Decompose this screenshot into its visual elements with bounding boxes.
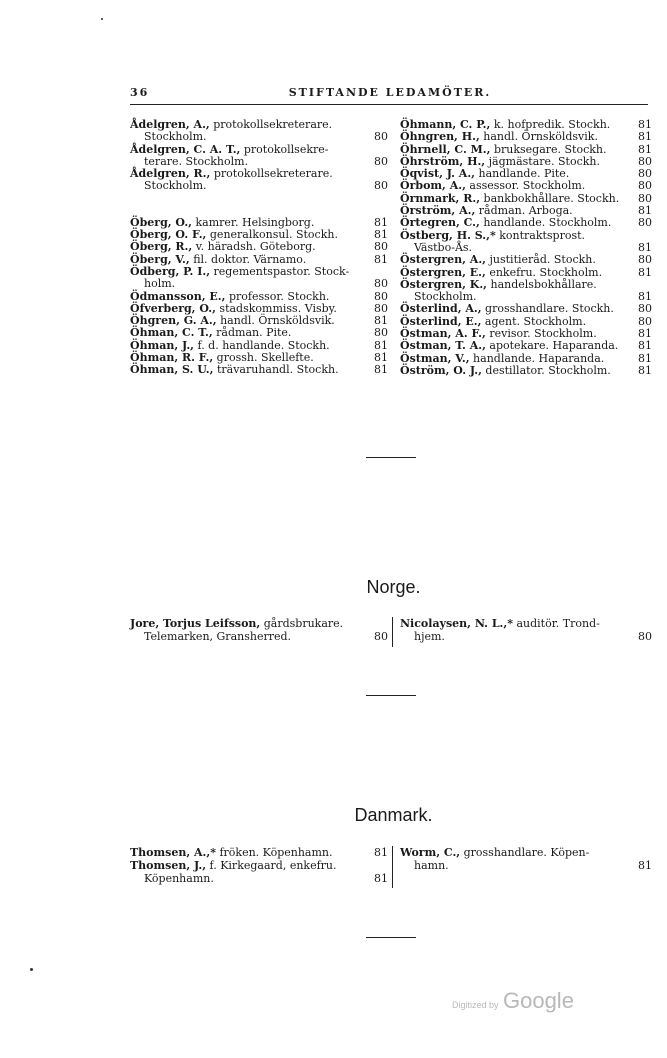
entry-detail: bankbokhållare. Stockh. bbox=[480, 191, 620, 205]
list-item bbox=[130, 168, 388, 193]
entry-detail: destillator. Stockholm. bbox=[481, 363, 611, 377]
entry-detail: grosshandlare. Köpen- bbox=[460, 846, 590, 859]
list-item bbox=[400, 230, 652, 255]
entry-detail: revisor. Stockholm. bbox=[485, 327, 597, 341]
entry-year: 80 bbox=[374, 179, 388, 193]
entry-year: 81 bbox=[374, 215, 388, 229]
entry-year: 81 bbox=[638, 327, 652, 341]
entry-year: 81 bbox=[374, 314, 388, 328]
section-title-text: Danmark. bbox=[354, 805, 433, 825]
entry-name: Öhman, J., bbox=[130, 338, 195, 352]
list-item bbox=[400, 846, 652, 872]
entry-year: 81 bbox=[374, 363, 388, 377]
entry-name: Östergren, E., bbox=[400, 265, 486, 279]
entry-continuation: hjem. bbox=[414, 630, 445, 643]
list-item bbox=[130, 119, 388, 144]
entry-name: Öqvist, J. A., bbox=[400, 167, 475, 181]
entry-detail: handlande. Haparanda. bbox=[469, 351, 605, 365]
entry-year: 80 bbox=[638, 167, 652, 181]
entry-detail: handl. Örnsköldsvik. bbox=[479, 130, 598, 144]
digitized-watermark bbox=[452, 988, 574, 1014]
entry-year: 81 bbox=[638, 118, 652, 131]
entry-detail: handlande. Stockholm. bbox=[479, 216, 612, 230]
entry-name: Öström, O. J., bbox=[400, 363, 482, 377]
entry-name: Örström, A., bbox=[400, 204, 476, 218]
list-item bbox=[130, 266, 388, 291]
entry-detail: agent. Stockholm. bbox=[481, 314, 587, 328]
entry-year: 80 bbox=[374, 326, 388, 340]
entry-continuation: Västbo-Ås. bbox=[414, 240, 473, 254]
right-column bbox=[400, 119, 652, 377]
entry-name: Östman, A. F., bbox=[400, 327, 486, 341]
entry-year: 81 bbox=[638, 339, 652, 353]
entry-year: 80 bbox=[374, 130, 388, 144]
entry-year: 81 bbox=[638, 363, 652, 377]
entry-name: Österlind, E., bbox=[400, 314, 482, 328]
entry-year: 80 bbox=[638, 630, 652, 643]
entry-detail: generalkonsul. Stockh. bbox=[206, 228, 338, 242]
list-item bbox=[400, 279, 652, 304]
entry-detail: kamrer. Helsingborg. bbox=[192, 215, 315, 229]
column-rule bbox=[392, 617, 393, 647]
entry-year: 80 bbox=[638, 253, 652, 267]
list-item bbox=[400, 617, 652, 643]
entry-year: 81 bbox=[638, 240, 652, 254]
entry-continuation: holm. bbox=[144, 277, 176, 291]
watermark-prefix: Digitized by bbox=[452, 1000, 499, 1010]
entry-name: Öberg, O., bbox=[130, 215, 193, 229]
entry-detail: f. Kirkegaard, enkefru. bbox=[206, 859, 337, 872]
list-item bbox=[400, 365, 652, 377]
entry-detail: justitieråd. Stockh. bbox=[486, 253, 596, 267]
entry-name: Östman, V., bbox=[400, 351, 470, 365]
entry-detail: handl. Örnsköldsvik. bbox=[216, 314, 335, 328]
entry-detail: kontraktsprost. bbox=[495, 228, 586, 242]
entry-year: 81 bbox=[374, 228, 388, 242]
entry-year: 81 bbox=[638, 142, 652, 156]
section-divider bbox=[366, 937, 416, 938]
entry-detail: regementspastor. Stock- bbox=[210, 264, 350, 278]
column-rule bbox=[392, 846, 393, 888]
entry-detail: auditör. Trond- bbox=[512, 617, 600, 630]
left-column bbox=[130, 119, 388, 377]
entry-detail: handlande. Pite. bbox=[474, 167, 570, 181]
entry-detail: grosshandlare. Stockh. bbox=[481, 302, 614, 316]
entry-name: Ödberg, P. I., bbox=[130, 264, 211, 278]
entry-name: Örtegren, C., bbox=[400, 216, 480, 230]
entry-detail: protokollsekreterare. bbox=[209, 118, 333, 131]
entry-year: 80 bbox=[374, 301, 388, 315]
danmark-left bbox=[130, 846, 388, 885]
entry-detail: fröken. Köpenhamn. bbox=[215, 846, 333, 859]
entry-name: Ådelgren, R., bbox=[130, 167, 211, 181]
entry-year: 81 bbox=[374, 351, 388, 365]
entry-year: 81 bbox=[638, 290, 652, 304]
entry-detail: rådman. Pite. bbox=[212, 326, 292, 340]
entry-name: Örbom, A., bbox=[400, 179, 466, 193]
entry-name: Österlind, A., bbox=[400, 302, 482, 316]
running-title: STIFTANDE LEDAMÖTER. bbox=[288, 86, 492, 99]
entry-name: Öhman, S. U., bbox=[130, 363, 214, 377]
section-divider bbox=[366, 457, 416, 458]
entry-continuation: Köpenhamn. bbox=[144, 872, 214, 885]
entry-detail: protokollsekre- bbox=[240, 142, 329, 156]
entry-detail: rådman. Arboga. bbox=[475, 204, 573, 218]
entry-year: 80 bbox=[638, 302, 652, 316]
entry-name: Nicolaysen, N. L.,* bbox=[400, 617, 513, 630]
entry-detail: jägmästare. Stockh. bbox=[485, 154, 601, 168]
entry-name: Öhrström, H., bbox=[400, 154, 486, 168]
entry-name: Ödmansson, E., bbox=[130, 289, 226, 303]
norge-right bbox=[400, 617, 652, 643]
section-divider bbox=[366, 695, 416, 696]
entry-year: 81 bbox=[374, 338, 388, 352]
entry-name: Östman, T. A., bbox=[400, 339, 486, 353]
entry-name: Östergren, K., bbox=[400, 277, 488, 291]
entry-detail: stadskommiss. Visby. bbox=[215, 301, 337, 315]
entry-detail: assessor. Stockholm. bbox=[465, 179, 586, 193]
entry-year: 80 bbox=[374, 154, 388, 168]
header-rule bbox=[130, 104, 648, 105]
entry-year: 81 bbox=[638, 351, 652, 365]
entry-detail: protokollsekreterare. bbox=[210, 167, 333, 181]
entry-detail: fil. doktor. Värnamo. bbox=[189, 252, 307, 266]
entry-year: 80 bbox=[638, 191, 652, 205]
entry-detail: f. d. handlande. Stockh. bbox=[194, 338, 330, 352]
entry-detail: handelsbokhållare. bbox=[487, 277, 597, 291]
entry-year: 80 bbox=[374, 240, 388, 254]
entry-year: 80 bbox=[638, 154, 652, 168]
entry-year: 80 bbox=[638, 216, 652, 230]
entry-name: Öberg, V., bbox=[130, 252, 190, 266]
norge-left bbox=[130, 617, 388, 643]
entry-year: 81 bbox=[374, 872, 388, 885]
list-item bbox=[130, 846, 388, 859]
spacer bbox=[130, 193, 388, 217]
entry-detail: trävaruhandl. Stockh. bbox=[213, 363, 339, 377]
entry-name: Jore, Torjus Leifsson, bbox=[130, 617, 261, 630]
entry-continuation: Stockholm. bbox=[414, 290, 477, 304]
entry-line bbox=[400, 365, 636, 377]
entry-year: 81 bbox=[638, 130, 652, 144]
list-item bbox=[130, 617, 388, 643]
entry-name: Öfverberg, O., bbox=[130, 301, 216, 315]
entry-detail: k. hofpredik. Stockh. bbox=[490, 118, 611, 131]
entry-continuation: Telemarken, Gransherred. bbox=[144, 630, 292, 643]
entry-name: Öhmann, C. P., bbox=[400, 118, 491, 131]
entry-continuation: hamn. bbox=[414, 859, 449, 872]
ink-speck bbox=[101, 18, 103, 20]
running-head bbox=[130, 86, 650, 102]
entry-year: 80 bbox=[638, 314, 652, 328]
entry-name: Östergren, A., bbox=[400, 253, 486, 267]
entry-detail: professor. Stockh. bbox=[225, 289, 330, 303]
entry-detail: grossh. Skellefte. bbox=[213, 351, 314, 365]
entry-year: 80 bbox=[638, 179, 652, 193]
entry-year: 80 bbox=[374, 630, 388, 643]
entry-detail: v. häradsh. Göteborg. bbox=[192, 240, 316, 254]
list-item bbox=[130, 364, 388, 376]
entry-detail: gårdsbrukare. bbox=[260, 617, 344, 630]
entry-name: Worm, C., bbox=[400, 846, 461, 859]
list-item bbox=[130, 144, 388, 169]
entry-name: Örnmark, R., bbox=[400, 191, 481, 205]
entry-name: Öberg, O. F., bbox=[130, 228, 207, 242]
entry-name: Öhgren, G. A., bbox=[130, 314, 217, 328]
entry-detail: enkefru. Stockholm. bbox=[485, 265, 603, 279]
entry-name: Ådelgren, C. A. T., bbox=[130, 142, 241, 156]
section-title-danmark bbox=[0, 805, 667, 826]
entry-name: Ådelgren, A., bbox=[130, 118, 210, 131]
entry-name: Öhman, C. T., bbox=[130, 326, 213, 340]
entry-detail: bruksegare. Stockh. bbox=[490, 142, 607, 156]
section-title-text: Norge. bbox=[366, 577, 421, 597]
entry-detail: apotekare. Haparanda. bbox=[485, 339, 619, 353]
page-number: 36 bbox=[130, 86, 150, 99]
danmark-right bbox=[400, 846, 652, 872]
entry-name: Thomsen, A.,* bbox=[130, 846, 216, 859]
google-logo: Google bbox=[502, 988, 574, 1013]
entry-name: Thomsen, J., bbox=[130, 859, 207, 872]
entry-name: Öhngren, H., bbox=[400, 130, 480, 144]
entry-year: 81 bbox=[374, 252, 388, 266]
entry-name: Öhman, R. F., bbox=[130, 351, 214, 365]
entry-year: 80 bbox=[374, 289, 388, 303]
entry-name: Öberg, R., bbox=[130, 240, 193, 254]
entry-line bbox=[130, 364, 372, 376]
entry-year: 80 bbox=[374, 277, 388, 291]
entry-continuation: Stockholm. bbox=[144, 130, 207, 144]
entry-name: Östberg, H. S.,* bbox=[400, 228, 496, 242]
entry-year: 81 bbox=[374, 846, 388, 859]
entry-year: 81 bbox=[638, 859, 652, 872]
entry-year: 81 bbox=[638, 204, 652, 218]
ink-speck bbox=[30, 968, 33, 971]
entry-year: 81 bbox=[638, 265, 652, 279]
entry-continuation: terare. Stockholm. bbox=[144, 154, 249, 168]
entry-continuation: Stockholm. bbox=[144, 179, 207, 193]
list-item bbox=[130, 859, 388, 885]
entry-name: Öhrnell, C. M., bbox=[400, 142, 491, 156]
section-title-norge bbox=[0, 577, 667, 598]
